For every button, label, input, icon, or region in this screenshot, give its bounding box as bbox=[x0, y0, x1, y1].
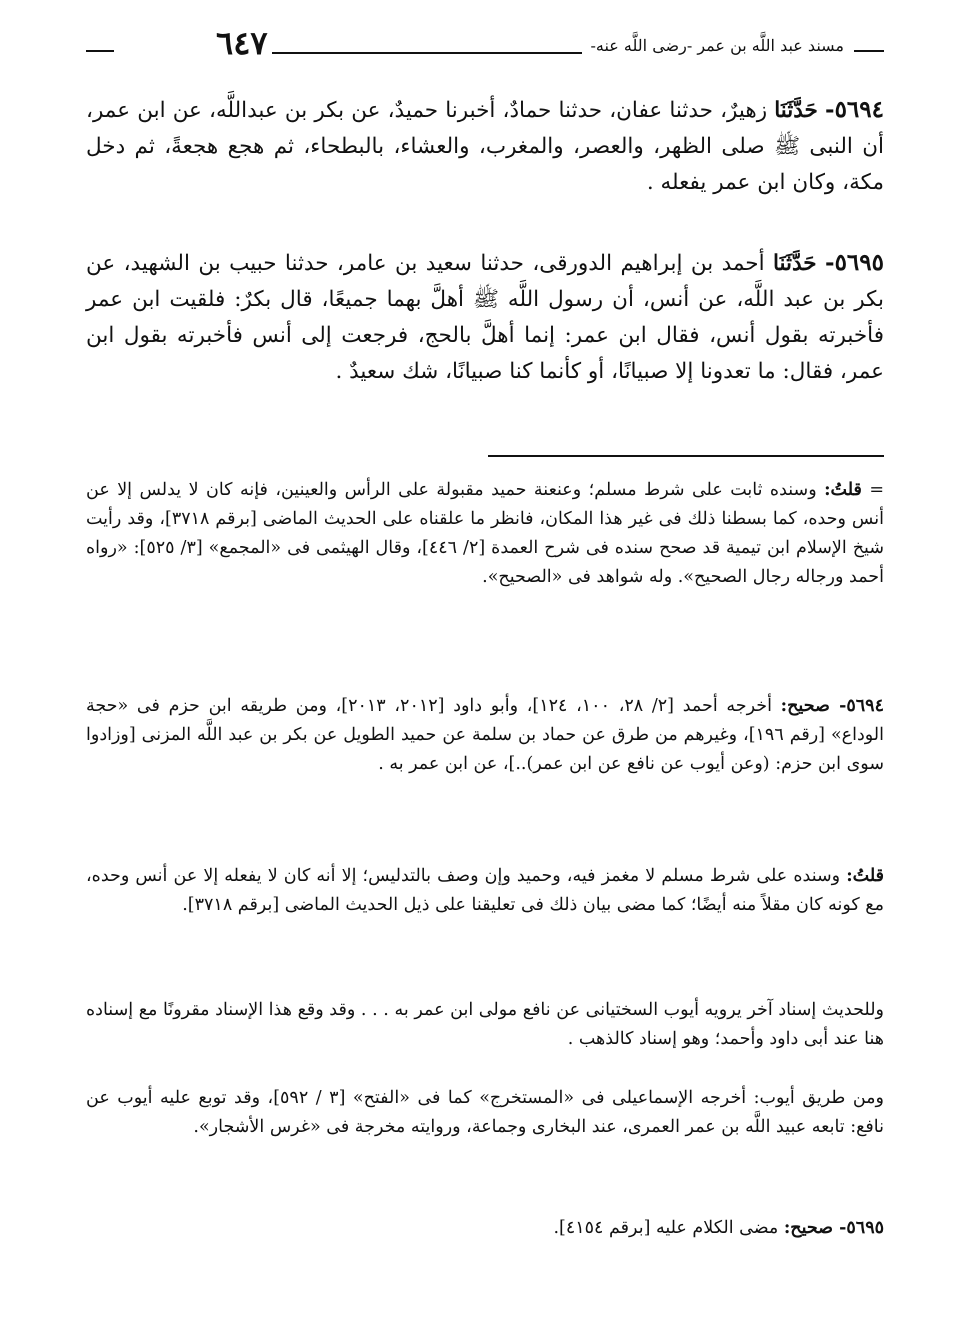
footnote-label: صحيح: bbox=[780, 696, 830, 716]
hadith-5695 bbox=[86, 245, 884, 390]
footnote-separator bbox=[488, 455, 884, 457]
hadith-number: ٥٦٩٤- bbox=[825, 96, 884, 123]
hadith-5694 bbox=[86, 92, 884, 201]
header-rule-right bbox=[854, 50, 884, 52]
header-rule-left bbox=[86, 50, 114, 52]
footnote-text: وسنده ثابت على شرط مسلم؛ وعنعنة حميد مقبولة على الرأس والعينين، فإنه كان لا يدلس إلا عن أنس وحده، كما بسطنا ذلك فى غير هذا المكان، فانظر ما علقناه على الحديث الماضى [برقم ٣٧١٨]، وقد رأيت شيخ الإسلام ابن تيمية قد صحح سنده فى شرح العمدة [٢/ ٤٤٦]، وقال الهيثمى فى «المجمع» [٣/ ٥٢٥]: «رواه أحمد ورجاله رجال الصحيح». وله شواهد فى «الصحيح». bbox=[86, 480, 884, 587]
footnote-text: وللحديث إسناد آخر يرويه أيوب السختيانى عن نافع مولى ابن عمر به . . . وقد وقع هذا الإسناد مقرونًا مع إسناده هنا عند أبى داود وأحمد؛ وهو إسناد كالذهب . bbox=[86, 1000, 884, 1049]
footnote-text: ومن طريق أيوب: أخرجه الإسماعيلى فى «المستخرج» كما فى «الفتح» [٣ / ٥٩٢]، وقد توبع عليه أيوب عن نافع: تابعه عبيد اللَّه بن عمر العمرى، عند البخارى وجماعة، وروايته مخرجة فى «غرس الأشجار». bbox=[86, 1088, 884, 1137]
footnote-number: ٥٦٩٤- bbox=[829, 696, 884, 716]
hadith-text: زهيرٌ، حدثنا عفان، حدثنا حمادٌ، أخبرنا حميدٌ، عن بكر بن عبداللَّه، عن ابن عمر، أن النبى ﷺ صلى الظهر، والعصر، والمغرب، والعشاء، بالبطحاء، ثم هجع هجعةً، ثم دخل مكة، وكان ابن عمر يفعله . bbox=[86, 98, 884, 195]
footnote-number: ٥٦٩٥- bbox=[833, 1218, 884, 1238]
hadith-opening: حَدَّثَنَا bbox=[773, 251, 817, 276]
footnote-label: قلتُ: bbox=[824, 480, 862, 500]
footnote-text: وسنده على شرط مسلم لا مغمز فيه، وحميد وإن وصف بالتدليس؛ إلا أنه كان لا يفعله إلا عن أنس وحده، مع كونه كان مقلاً منه أيضًا؛ كما مضى بيان ذلك فى تعليقنا على ذيل الحديث الماضى [برقم ٣٧١٨]. bbox=[86, 866, 884, 915]
footnote-paragraph bbox=[86, 1084, 884, 1142]
footnote-paragraph bbox=[86, 996, 884, 1054]
footnote-note bbox=[86, 862, 884, 920]
footnote-5695 bbox=[86, 1214, 884, 1243]
running-header bbox=[86, 24, 884, 64]
hadith-number: ٥٦٩٥- bbox=[825, 249, 884, 276]
footnote-label: قلتُ: bbox=[846, 866, 884, 886]
page-number: ٦٤٧ bbox=[216, 24, 268, 62]
hadith-opening: حَدَّثَنَا bbox=[774, 98, 818, 123]
header-rule bbox=[272, 52, 582, 54]
hadith-text: أحمد بن إبراهيم الدورقى، حدثنا سعيد بن عامر، حدثنا حبيب بن الشهيد، عن بكر بن عبد اللَّه، عن أنس، أن رسول اللَّه ﷺ أهلَّ بهما جميعًا، قال بكرٌ: فلقيت ابن عمر فأخبرته بقول أنس، فقال ابن عمر: إنما أهلَّ بالحج، فرجعت إلى أنس فأخبرته بقول ابن عمر، فقال: ما تعدونا إلا صبيانًا، أو كأنما كنا صبيانًا، شك سعيدٌ . bbox=[86, 251, 884, 384]
header-title: مسند عبد اللَّه بن عمر -رضى اللَّه عنه- bbox=[590, 36, 844, 55]
footnote-5694 bbox=[86, 692, 884, 779]
footnote-text: مضى الكلام عليه [برقم ٤١٥٤]. bbox=[553, 1218, 784, 1238]
footnote-prefix: = bbox=[861, 480, 884, 500]
footnote-continuation bbox=[86, 476, 884, 592]
footnote-text: أخرجه أحمد [٢/ ٢٨، ١٠٠، ١٢٤]، وأبو داود [٢٠١٢، ٢٠١٣]، ومن طريقه ابن حزم فى «حجة الوداع» [رقم ١٩٦]، وغيرهم من طرق عن حماد بن سلمة عن حميد الطويل عن بكر بن عبد اللَّه المزنى [وزادوا سوى ابن حزم: (وعن أيوب عن نافع عن ابن عمر)..]، عن ابن عمر به . bbox=[86, 696, 884, 774]
footnote-label: صحيح: bbox=[783, 1218, 834, 1238]
